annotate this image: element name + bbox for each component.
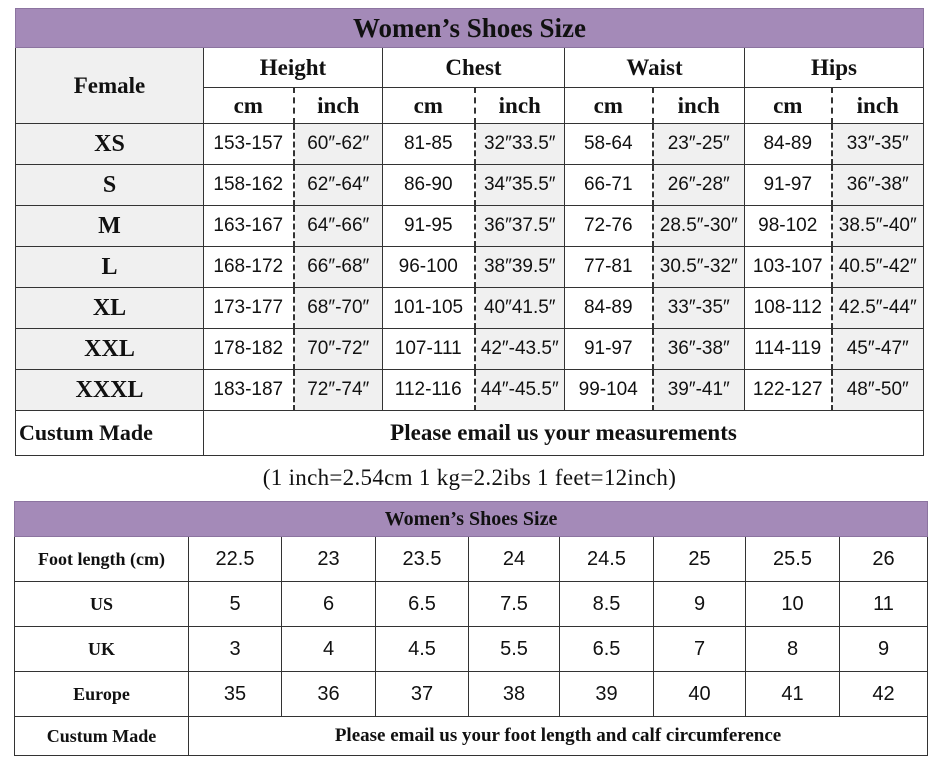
size-row [16, 288, 924, 329]
measurement-cell: 40″41.5″ [475, 288, 565, 329]
measurement-cell: 158-162 [204, 165, 294, 206]
measurement-cell: 99-104 [565, 370, 653, 411]
shoe-size-cell: 8 [746, 627, 840, 672]
size-row [16, 124, 924, 165]
shoe-size-cell: 10 [746, 582, 840, 627]
measurement-cell: 36″37.5″ [475, 206, 565, 247]
measurement-cell: 163-167 [204, 206, 294, 247]
measurement-cell: 168-172 [204, 247, 294, 288]
measurement-cell: 81-85 [383, 124, 475, 165]
shoe-size-cell: 9 [840, 627, 928, 672]
measurement-cell: 98-102 [745, 206, 832, 247]
measurement-cell: 86-90 [383, 165, 475, 206]
size-label: XXL [16, 329, 204, 370]
measurement-cell: 84-89 [565, 288, 653, 329]
waist-header: Waist [565, 48, 745, 88]
measurement-cell: 122-127 [745, 370, 832, 411]
size-row [16, 329, 924, 370]
unit-cm: cm [204, 88, 294, 124]
unit-cm: cm [383, 88, 475, 124]
size-label: XL [16, 288, 204, 329]
unit-inch: inch [475, 88, 565, 124]
measurement-cell: 36″-38″ [832, 165, 924, 206]
shoe-size-cell: 4.5 [376, 627, 469, 672]
shoe-row-label: Foot length (cm) [15, 537, 189, 582]
size-row [16, 370, 924, 411]
shoe-size-cell: 42 [840, 672, 928, 717]
custom-made-message: Please email us your foot length and calf circumference [189, 717, 928, 756]
measurement-cell: 66″-68″ [294, 247, 383, 288]
shoe-size-cell: 5.5 [469, 627, 560, 672]
shoe-size-cell: 4 [282, 627, 376, 672]
measurement-cell: 38.5″-40″ [832, 206, 924, 247]
measurement-cell: 70″-72″ [294, 329, 383, 370]
shoe-row [15, 582, 928, 627]
measurement-cell: 60″-62″ [294, 124, 383, 165]
shoe-size-cell: 23.5 [376, 537, 469, 582]
measurement-cell: 91-97 [565, 329, 653, 370]
shoe-row-label: Europe [15, 672, 189, 717]
measurement-cell: 45″-47″ [832, 329, 924, 370]
shoe-size-cell: 25.5 [746, 537, 840, 582]
measurement-cell: 72″-74″ [294, 370, 383, 411]
shoe-size-cell: 26 [840, 537, 928, 582]
shoe-size-cell: 6.5 [560, 627, 654, 672]
unit-inch: inch [832, 88, 924, 124]
size-row [16, 165, 924, 206]
measurement-cell: 153-157 [204, 124, 294, 165]
unit-inch: inch [653, 88, 745, 124]
shoe-size-cell: 3 [189, 627, 282, 672]
shoe-size-cell: 6 [282, 582, 376, 627]
size-row [16, 206, 924, 247]
shoe-size-cell: 24.5 [560, 537, 654, 582]
measurement-cell: 77-81 [565, 247, 653, 288]
size-label: XXXL [16, 370, 204, 411]
measurement-cell: 33″-35″ [832, 124, 924, 165]
shoe-size-cell: 39 [560, 672, 654, 717]
shoe-row [15, 537, 928, 582]
measurement-cell: 112-116 [383, 370, 475, 411]
shoe-size-cell: 9 [654, 582, 746, 627]
unit-inch: inch [294, 88, 383, 124]
shoe-size-cell: 25 [654, 537, 746, 582]
measurement-cell: 66-71 [565, 165, 653, 206]
shoe-size-cell: 38 [469, 672, 560, 717]
measurement-cell: 36″-38″ [653, 329, 745, 370]
size-row [16, 247, 924, 288]
measurement-cell: 40.5″-42″ [832, 247, 924, 288]
measurement-cell: 30.5″-32″ [653, 247, 745, 288]
chest-header: Chest [383, 48, 565, 88]
shoe-size-cell: 41 [746, 672, 840, 717]
measurement-cell: 62″-64″ [294, 165, 383, 206]
measurement-cell: 101-105 [383, 288, 475, 329]
measurement-cell: 23″-25″ [653, 124, 745, 165]
measurement-cell: 103-107 [745, 247, 832, 288]
measurement-cell: 173-177 [204, 288, 294, 329]
measurement-cell: 178-182 [204, 329, 294, 370]
shoe-size-cell: 23 [282, 537, 376, 582]
body-size-table [15, 8, 924, 456]
measurement-cell: 33″-35″ [653, 288, 745, 329]
measurement-cell: 108-112 [745, 288, 832, 329]
measurement-cell: 114-119 [745, 329, 832, 370]
measurement-cell: 28.5″-30″ [653, 206, 745, 247]
shoe-size-table [14, 501, 928, 756]
shoe-size-cell: 6.5 [376, 582, 469, 627]
measurement-cell: 91-97 [745, 165, 832, 206]
measurement-cell: 84-89 [745, 124, 832, 165]
unit-cm: cm [745, 88, 832, 124]
size-label: XS [16, 124, 204, 165]
shoe-size-cell: 7 [654, 627, 746, 672]
female-header: Female [16, 48, 204, 124]
shoe-size-cell: 11 [840, 582, 928, 627]
measurement-cell: 183-187 [204, 370, 294, 411]
measurement-cell: 32″33.5″ [475, 124, 565, 165]
unit-conversion-note: (1 inch=2.54cm 1 kg=2.2ibs 1 feet=12inch) [262, 465, 677, 490]
unit-cm: cm [565, 88, 653, 124]
hips-header: Hips [745, 48, 924, 88]
shoe-row-label: UK [15, 627, 189, 672]
measurement-cell: 42.5″-44″ [832, 288, 924, 329]
measurement-cell: 48″-50″ [832, 370, 924, 411]
shoe-row [15, 672, 928, 717]
custom-made-label: Custum Made [15, 717, 189, 756]
shoe-size-cell: 5 [189, 582, 282, 627]
shoe-size-cell: 22.5 [189, 537, 282, 582]
measurement-cell: 34″35.5″ [475, 165, 565, 206]
measurement-cell: 91-95 [383, 206, 475, 247]
shoe-size-cell: 8.5 [560, 582, 654, 627]
size-table-title: Women’s Shoes Size [16, 9, 924, 48]
measurement-cell: 39″-41″ [653, 370, 745, 411]
measurement-cell: 44″-45.5″ [475, 370, 565, 411]
size-label: L [16, 247, 204, 288]
shoe-row-label: US [15, 582, 189, 627]
shoe-size-cell: 7.5 [469, 582, 560, 627]
measurement-cell: 96-100 [383, 247, 475, 288]
measurement-cell: 64″-66″ [294, 206, 383, 247]
shoe-table-title: Women’s Shoes Size [15, 502, 928, 537]
shoe-row [15, 627, 928, 672]
measurement-cell: 58-64 [565, 124, 653, 165]
size-label: M [16, 206, 204, 247]
size-label: S [16, 165, 204, 206]
measurement-cell: 72-76 [565, 206, 653, 247]
measurement-cell: 42″-43.5″ [475, 329, 565, 370]
custom-made-label: Custum Made [16, 411, 204, 456]
shoe-size-cell: 36 [282, 672, 376, 717]
measurement-cell: 26″-28″ [653, 165, 745, 206]
shoe-size-cell: 37 [376, 672, 469, 717]
measurement-cell: 38″39.5″ [475, 247, 565, 288]
measurement-cell: 107-111 [383, 329, 475, 370]
shoe-size-cell: 24 [469, 537, 560, 582]
custom-made-message: Please email us your measurements [204, 411, 924, 456]
height-header: Height [204, 48, 383, 88]
measurement-cell: 68″-70″ [294, 288, 383, 329]
shoe-size-cell: 35 [189, 672, 282, 717]
shoe-size-cell: 40 [654, 672, 746, 717]
